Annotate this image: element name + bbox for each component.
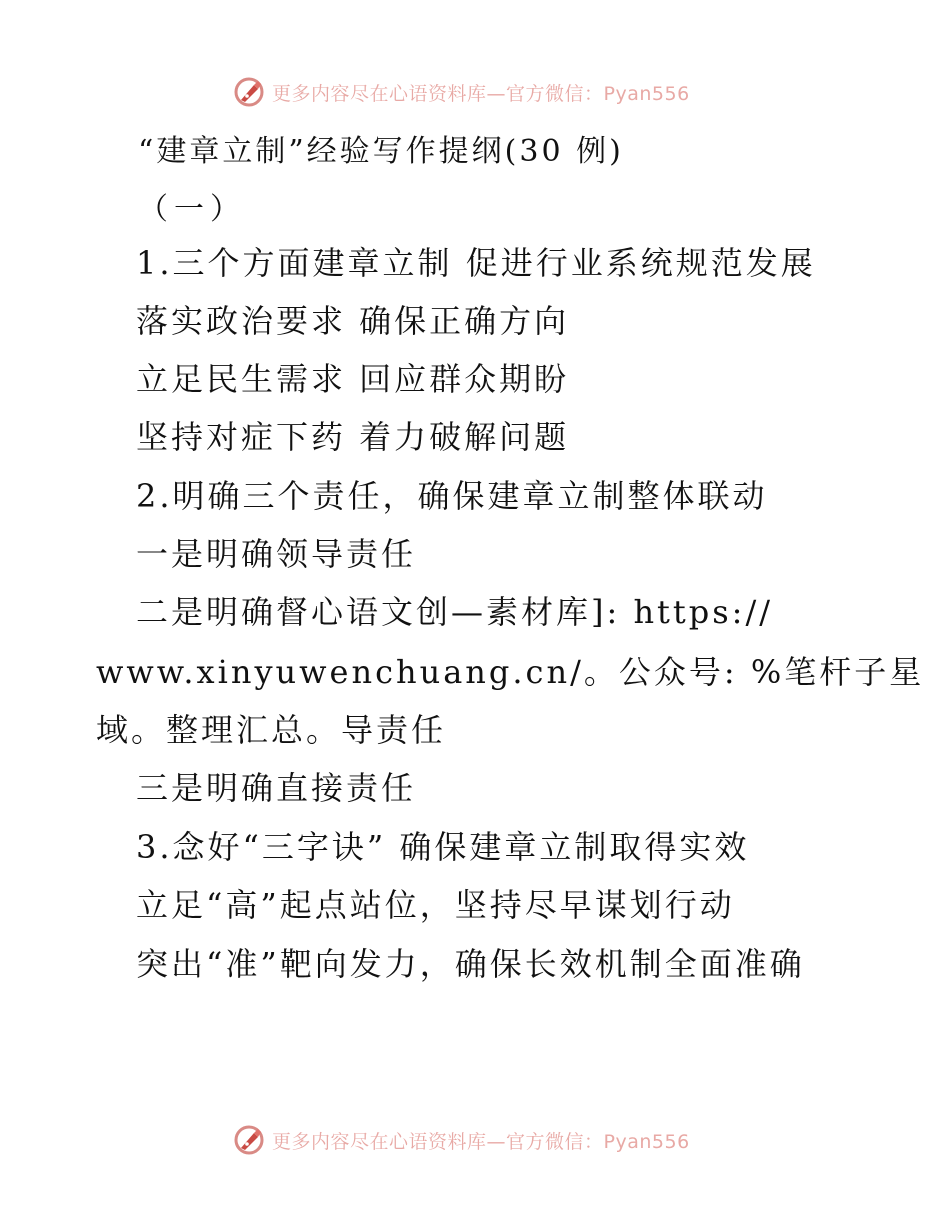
body-line: 三是明确直接责任 (136, 769, 417, 807)
body-line: 1.三个方面建章立制 促进行业系统规范发展 (136, 244, 816, 282)
body-line: www.xinyuwenchuang.cn/。公众号: %笔杆子星 (96, 653, 925, 691)
body-line: 2.明确三个责任，确保建章立制整体联动 (136, 477, 768, 515)
body-line: 3.念好“三字诀” 确保建章立制取得实效 (136, 828, 750, 866)
document-title: “建章立制”经验写作提纲(30 例) (138, 134, 624, 169)
body-line: 立足民生需求 回应群众期盼 (136, 360, 570, 398)
body-line: 坚持对症下药 着力破解问题 (136, 418, 570, 456)
pen-nib-logo-icon (232, 1123, 266, 1157)
body-line: 落实政治要求 确保正确方向 (136, 302, 570, 340)
watermark-text: 更多内容尽在心语资料库—官方微信：Pyan556 (272, 1130, 690, 1153)
footer-watermark (232, 1120, 690, 1160)
body-line: 域。整理汇总。导责任 (96, 711, 447, 749)
pen-nib-logo-icon (232, 75, 266, 109)
body-line: 突出“准”靶向发力，确保长效机制全面准确 (136, 945, 805, 983)
body-line: 二是明确督心语文创—素材库]: https:// (136, 593, 774, 631)
body-line: 一是明确领导责任 (136, 535, 417, 573)
watermark-text: 更多内容尽在心语资料库—官方微信：Pyan556 (272, 82, 690, 105)
header-watermark (232, 72, 690, 112)
body-line: 立足“高”起点站位，坚持尽早谋划行动 (136, 886, 735, 924)
section-heading: （一） (138, 192, 246, 227)
